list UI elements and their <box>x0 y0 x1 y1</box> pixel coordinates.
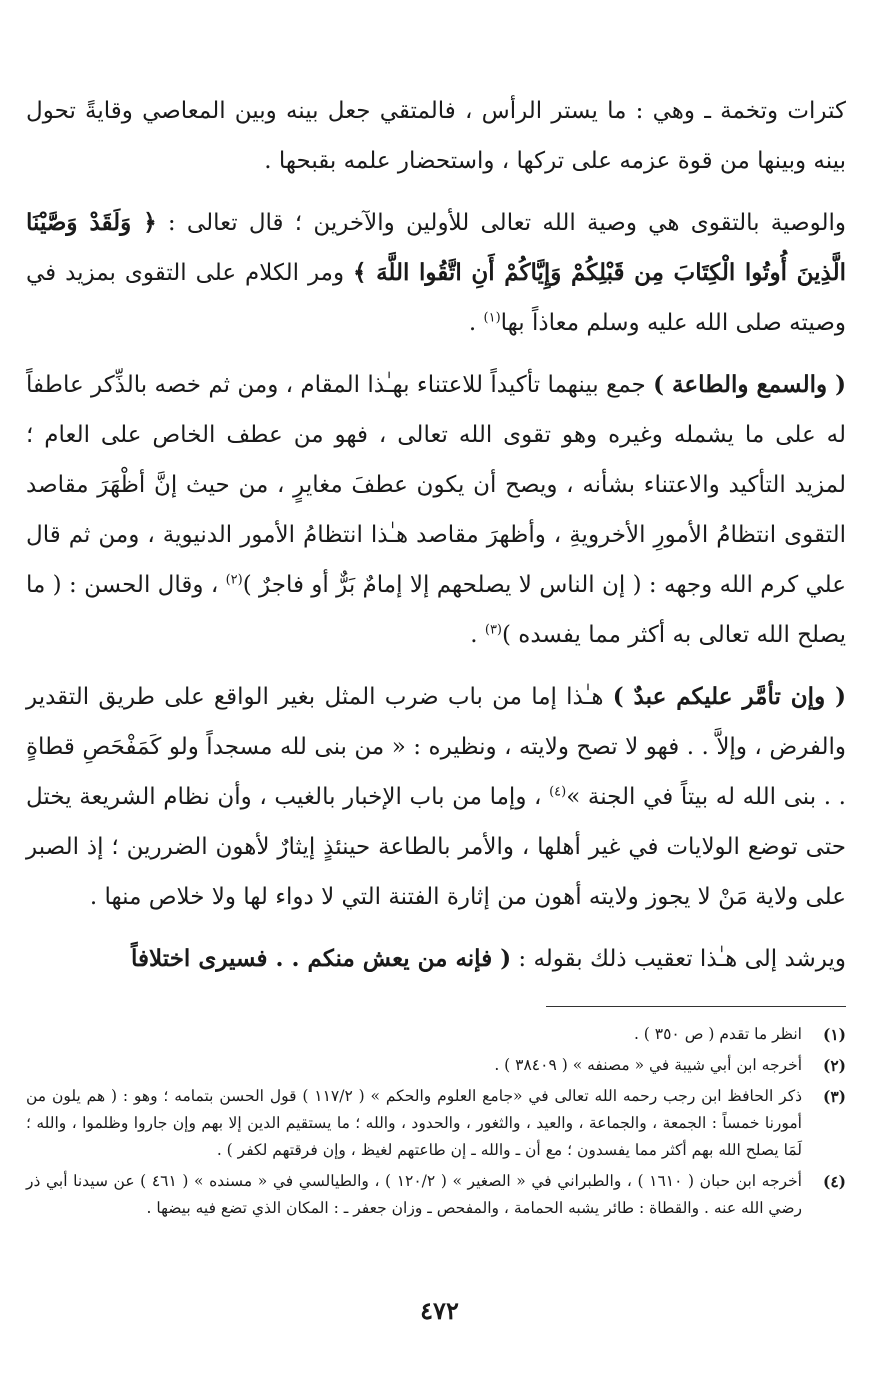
page-number: ٤٧٢ <box>420 1296 459 1325</box>
footnote-reference: (٣) <box>484 622 502 638</box>
footnote-separator <box>546 1006 846 1007</box>
paragraph <box>26 86 846 186</box>
hadith-quote: ( والسمع والطاعة ) <box>653 371 846 398</box>
footnotes-section <box>26 1021 846 1222</box>
footnote-number: (٢) <box>822 1056 846 1075</box>
text-segment: ويرشد إلى هـٰذا تعقيب ذلك بقوله : <box>511 946 846 972</box>
hadith-quote: ( فإنه من يعش منكم . . فسيرى اختلافاً <box>131 945 512 972</box>
text-segment: ، وقال الحسن : ( ما يصلح الله تعالى به أكثر مما يفسده ) <box>26 572 846 648</box>
footnote-text: أخرجه ابن أبي شيبة في « مصنفه » ( ٣٨٤٠٩ ) . <box>494 1056 802 1074</box>
footnote-text: ذكر الحافظ ابن رجب رحمه الله تعالى في «جامع العلوم والحكم » ( ١١٧/٢ ) قول الحسن بتمامه ؛ وهو : ( هم يلون من أمورنا خمساً : الجمعة ، والجماعة ، والعيد ، والثغور ، والحدود ، والله ؛ ما يستقيم الدين إلا بهم وإن جاروا وظلموا ، والله ؛ لَمَا يصلح الله بهم أكثر مما يفسدون ؛ مع أن ـ والله ـ إن طاعتهم لغيظ ، وإن فرقتهم لكفر ) . <box>26 1087 802 1159</box>
text-segment: . <box>470 622 485 648</box>
text-segment: والوصية بالتقوى هي وصية الله تعالى للأولين والآخرين ؛ قال تعالى : <box>156 210 846 236</box>
text-segment: . <box>468 310 484 336</box>
footnote-reference: (١) <box>483 310 501 326</box>
paragraph <box>26 198 846 348</box>
paragraph <box>26 934 846 984</box>
footnote-number: (٤) <box>822 1172 846 1191</box>
book-page <box>26 86 846 1226</box>
footnote-number: (١) <box>822 1025 846 1044</box>
footnote <box>26 1021 846 1048</box>
hadith-quote: ( وإن تأمَّر عليكم عبدٌ ) <box>612 683 846 710</box>
footnote-number: (٣) <box>822 1087 846 1106</box>
text-segment: ومر الكلام على التقوى بمزيد في وصيته صلى الله عليه وسلم معاذاً بها <box>26 260 846 336</box>
main-text <box>26 86 846 984</box>
text-segment: جمع بينهما تأكيداً للاعتناء بهـٰذا المقام ، ومن ثم خصه بالذِّكر عاطفاً له على ما يشمله وغيره وهو تقوى الله تعالى ، فهو من عطف الخاص على العام ؛ لمزيد التأكيد والاعتناء بشأنه ، ويصح أن يكون عطفَ مغايرٍ ، من حيث إنَّ أظْهَرَ مقاصد التقوى انتظامُ الأمورِ الأخرويةِ ، وأظهرَ مقاصد هـٰذا انتظامُ الأمور الدنيوية ، ومن ثم قال علي كرم الله وجهه : ( إن الناس لا يصلحهم إلا إمامٌ بَرٌّ أو فاجرٌ ) <box>26 372 846 598</box>
footnote <box>26 1083 846 1164</box>
text-segment: هـٰذا إما من باب ضرب المثل بغير الواقع على طريق التقدير والفرض ، وإلاَّ . . فهو لا تصح ولايته ، ونظيره : « من بنى لله مسجداً ولو كَمَفْحَصِ قطاةٍ . . بنى الله له بيتاً في الجنة » <box>26 684 846 810</box>
footnote-text: أخرجه ابن حبان ( ١٦١٠ ) ، والطبراني في « الصغير » ( ١٢٠/٢ ) ، والطيالسي في « مسنده » ( ٤٦١ ) عن سيدنا أبي ذر رضي الله عنه . والقطاة : طائر يشبه الحمامة ، والمفحص ـ وزان جعفر ـ : المكان الذي تضع فيه بيضها . <box>26 1172 802 1217</box>
text-segment: كترات وتخمة ـ وهي : ما يستر الرأس ، فالمتقي جعل بينه وبين المعاصي وقايةً تحول بينه وبينها من قوة عزمه على تركها ، واستحضار علمه بقبحها . <box>26 98 846 174</box>
footnote <box>26 1052 846 1079</box>
footnote-reference: (٢) <box>225 572 243 588</box>
text-segment: ، وإما من باب الإخبار بالغيب ، وأن نظام الشريعة يختل حتى توضع الولايات في غير أهلها ، والأمر بالطاعة حينئذٍ إيثارٌ لأهون الضررين ؛ إذ الصبر على ولاية مَنْ لا يجوز ولايته أهون من إثارة الفتنة التي لا دواء لها ولا خلاص منها . <box>26 784 846 910</box>
paragraph <box>26 360 846 660</box>
footnote-text: انظر ما تقدم ( ص ٣٥٠ ) . <box>633 1025 802 1043</box>
footnote-reference: (٤) <box>549 784 567 800</box>
footnote <box>26 1168 846 1222</box>
quran-verse: ﴿ وَلَقَدْ وَصَّيْنَا الَّذِينَ أُوتُوا الْكِتَابَ مِن قَبْلِكُمْ وَإِيَّاكُمْ أَنِ اتَّقُوا اللَّهَ ﴾ <box>26 209 846 286</box>
paragraph <box>26 672 846 922</box>
